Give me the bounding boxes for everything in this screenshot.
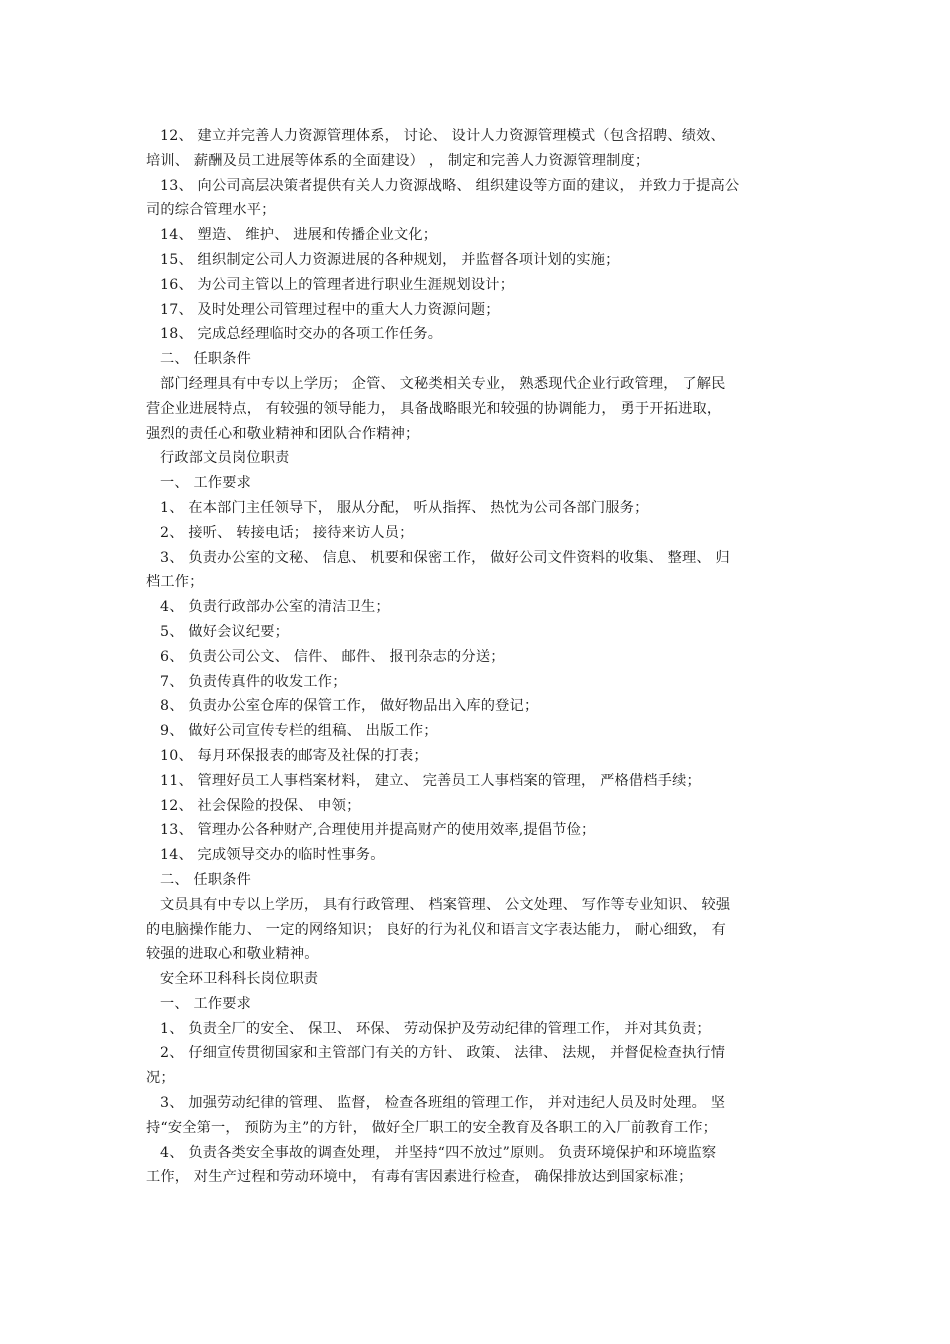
text-line: 培训、 薪酬及员工进展等体系的全面建设） ， 制定和完善人力资源管理制度； (146, 152, 650, 169)
text-line: 部门经理具有中专以上学历； 企管、 文秘类相关专业， 熟悉现代企业行政管理， 了解民 (160, 375, 726, 392)
text-line: 12、 社会保险的投保、 申领； (160, 797, 361, 814)
text-line: 15、 组织制定公司人力资源进展的各种规划， 并监督各项计划的实施； (160, 251, 620, 268)
text-line: 强烈的责任心和敬业精神和团队合作精神； (146, 425, 420, 442)
text-line: 12、 建立并完善人力资源管理体系， 讨论、 设计人力资源管理模式（包含招聘、绩效、 (160, 128, 725, 144)
text-line: 18、 完成总经理临时交办的各项工作任务。 (160, 326, 443, 343)
text-line: 14、 完成领导交办的临时性事务。 (160, 847, 385, 864)
text-line: 一、 工作要求 (160, 475, 252, 492)
text-line: 安全环卫科科长岗位职责 (160, 971, 319, 988)
text-line: 工作， 对生产过程和劳动环境中， 有毒有害因素进行检查， 确保排放达到国家标准； (146, 1169, 693, 1186)
text-line: 4、 负责各类安全事故的调查处理， 并坚持“四不放过”原则。 负责环境保护和环境监察 (160, 1144, 717, 1161)
text-line: 一、 工作要求 (160, 995, 252, 1012)
text-line: 2、 仔细宣传贯彻国家和主管部门有关的方针、 政策、 法律、 法规， 并督促检查执行情 (160, 1045, 726, 1062)
text-line: 3、 加强劳动纪律的管理、 监督， 检查各班组的管理工作， 并对违纪人员及时处理。 坚 (160, 1095, 726, 1112)
text-line: 3、 负责办公室的文秘、 信息、 机要和保密工作， 做好公司文件资料的收集、 整理、 归 (160, 549, 730, 566)
text-line: 9、 做好公司宣传专栏的组稿、 出版工作； (160, 723, 438, 740)
text-line: 14、 塑造、 维护、 进展和传播企业文化； (160, 227, 438, 244)
text-line: 2、 接听、 转接电话； 接待来访人员； (160, 524, 414, 541)
text-line: 较强的进取心和敬业精神。 (146, 946, 319, 963)
text-line: 6、 负责公司公文、 信件、 邮件、 报刊杂志的分送； (160, 648, 505, 665)
text-line: 文员具有中专以上学历， 具有行政管理、 档案管理、 公文处理、 写作等专业知识、 较强 (160, 896, 731, 913)
text-line: 况； (146, 1070, 175, 1087)
text-line: 4、 负责行政部办公室的清洁卫生； (160, 599, 390, 616)
document-page (146, 124, 810, 1190)
text-line: 5、 做好会议纪要； (160, 623, 290, 640)
text-line: 持“安全第一， 预防为主”的方针， 做好全厂职工的安全教育及各职工的入厂前教育工作； (146, 1119, 718, 1136)
text-line: 7、 负责传真件的收发工作； (160, 673, 347, 690)
text-line: 17、 及时处理公司管理过程中的重大人力资源问题； (160, 301, 500, 318)
text-line: 13、 向公司高层决策者提供有关人力资源战略、 组织建设等方面的建议， 并致力于提高公 (160, 177, 740, 194)
text-line: 11、 管理好员工人事档案材料， 建立、 完善员工人事档案的管理， 严格借档手续； (160, 772, 701, 789)
text-line: 司的综合管理水平； (146, 202, 276, 219)
text-line: 的电脑操作能力、 一定的网络知识； 良好的行为礼仪和语言文字表达能力， 耐心细致， 有 (146, 921, 726, 938)
text-line: 13、 管理办公各种财产,合理使用并提高财产的使用效率,提倡节俭； (160, 822, 596, 839)
text-line: 16、 为公司主管以上的管理者进行职业生涯规划设计； (160, 276, 515, 293)
text-line: 8、 负责办公室仓库的保管工作， 做好物品出入库的登记； (160, 698, 539, 715)
text-line: 10、 每月环保报表的邮寄及社保的打表； (160, 747, 428, 764)
text-line: 行政部文员岗位职责 (160, 450, 290, 467)
text-line: 1、 在本部门主任领导下， 服从分配， 听从指挥、 热忱为公司各部门服务； (160, 499, 649, 516)
text-line: 1、 负责全厂的安全、 保卫、 环保、 劳动保护及劳动纪律的管理工作， 并对其负责； (160, 1020, 711, 1037)
text-line: 营企业进展特点， 有较强的领导能力， 具备战略眼光和较强的协调能力， 勇于开拓进取， (146, 400, 722, 417)
text-line: 档工作； (146, 574, 204, 591)
text-line: 二、 任职条件 (160, 351, 252, 368)
text-line: 二、 任职条件 (160, 871, 252, 888)
